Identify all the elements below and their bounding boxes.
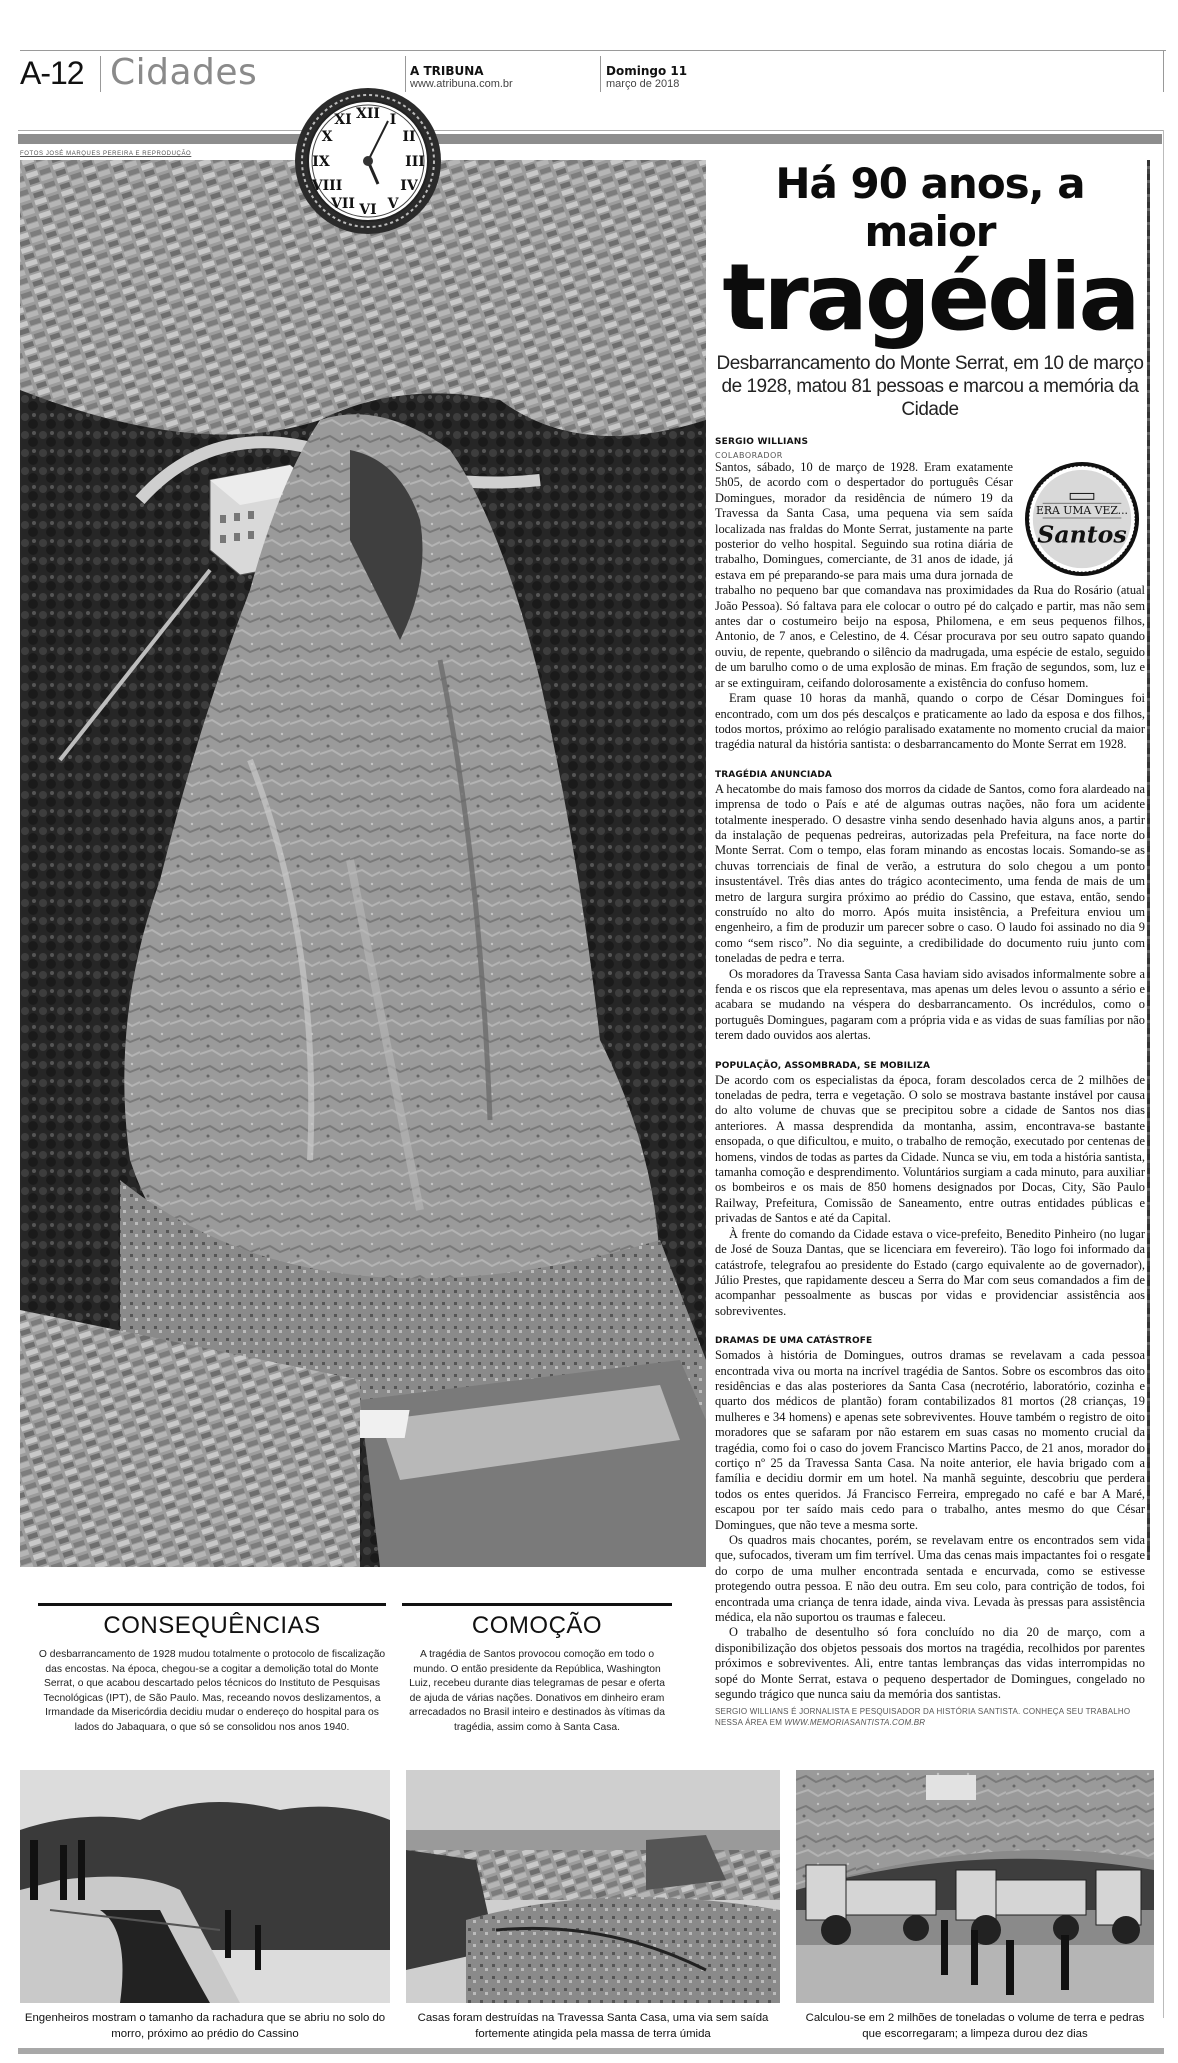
- body-paragraph: Os moradores da Travessa Santa Casa haviam sido avisados informalmente sobre a fenda e os riscos que ela representava, mas apenas um deles levou o assunto a sério e acabara se mudando na véspera do desbarrancamento. Os incrédulos, como o português Domingues, pagaram com a própria vida e as vidas de suas famílias por não terem dado ouvidos aos alertas.: [715, 966, 1145, 1043]
- frame-right-rule: [1163, 130, 1164, 2018]
- box-title: COMOÇÃO: [471, 1612, 603, 1639]
- newspaper-url[interactable]: www.atribuna.com.br: [410, 78, 513, 90]
- article-body: [715, 460, 1145, 1702]
- header-top-rule: [20, 50, 1166, 51]
- destroyed-houses-illustration: [406, 1770, 780, 2003]
- headline-line2: tragédia: [722, 244, 1138, 351]
- author-note: [715, 1706, 1145, 1728]
- photo-caption: Casas foram destruídas na Travessa Santa Casa, uma via sem saída fortemente atingida pela massa de terra úmida: [417, 2012, 769, 2040]
- box-consequencias: [38, 1603, 386, 1735]
- engineers-crack-illustration: [20, 1770, 390, 2003]
- intro-paragraph: Eram quase 10 horas da manhã, quando o corpo de César Domingues foi encontrado, com um dos pés descalços e praticamente ao lado da esposa e dos filhos, todos mortos, próximo ao relógio paralisado exatamente no momento crucial da maior tragédia natural da história santista: o desbarrancamento do Monte Serrat em 1928.: [715, 691, 1145, 752]
- author-site-link[interactable]: WWW.MEMORIASANTISTA.COM.BR: [784, 1718, 926, 1728]
- svg-text:XII: XII: [356, 106, 380, 122]
- box-rule: [402, 1603, 672, 1606]
- svg-text:VII: VII: [331, 196, 355, 212]
- box-rule: [38, 1603, 386, 1606]
- svg-text:XI: XI: [334, 112, 352, 128]
- subhead-populacao: POPULAÇÃO, ASSOMBRADA, SE MOBILIZA: [715, 1060, 931, 1071]
- body-paragraph: À frente do comando da Cidade estava o vice-prefeito, Benedito Pinheiro (no lugar de José de Souza Dantas, que se licenciara em fevereiro). Tão logo foi informado da catástrofe, telegrafou ao presidente do Estado (cargo equivalente ao de governador), Júlio Prestes, que rapidamente desceu a Serra do Mar com seus comandados a fim de acompanhar pessoalmente as buscas por vidas e providenciar assistência aos sobreviventes.: [715, 1226, 1145, 1318]
- body-paragraph: A hecatombe do mais famoso dos morros da cidade de Santos, como fora alardeado na imprensa de todo o País e até de algumas outras nações, não fora um acidente totalmente inesperado. O desastre vinha sendo desenhado havia alguns anos, a partir da instalação de pequenas pedreiras, autorizadas pela Prefeitura, na face norte do Monte Serrat. Com o tempo, elas foram minando as encostas locais. Somando-se as chuvas torrenciais de final de verão, a estrutura do solo chegou a um ponto insustentável. Três dias antes do trágico acontecimento, uma fenda de mais de um metro de largura surgira próximo ao prédio do Cassino, que estava, então, sendo construído no alto do morro. Após muita insistência, a Prefeitura enviou um engenheiro, a fim de produzir um parecer sobre o caso. O laudo foi assinado no dia 9 como “sem risco”. No dia seguinte, a credibilidade do documento ruiu junto com toneladas de pedra e terra.: [715, 781, 1145, 966]
- photo-trucks-cleanup: [796, 1770, 1154, 2003]
- box-comocao: [402, 1603, 672, 1735]
- svg-text:II: II: [402, 129, 416, 145]
- article: [715, 152, 1145, 1728]
- subhead-dramas: DRAMAS DE UMA CATÁSTROFE: [715, 1336, 873, 1347]
- svg-text:III: III: [405, 154, 425, 170]
- intro-paragraph: Santos, sábado, 10 de março de 1928. Eram exatamente 5h05, de acordo com o despertador do português César Domingues, morador da residência de número 19 da Travessa da Santa Casa, uma pequena via sem saída localizada nas fraldas do Monte Serrat, justamente na parte posterior do velho hospital. Seguindo sua rotina diária de trabalho, Domingues, comerciante, de 31 anos de idade, já estava em pé preparando-se para mais uma dura jornada de trabalho no pequeno bar que comandava nas proximidades da Rua do Rosário (atual João Pessoa). Só faltava para ele colocar o outro pé do calçado e partir, mas não sem antes dar o costumeiro beijo na esposa, Philomena, e em seus pequenos filhos, Antonio, de 7 anos, e Celestino, de 4. César procurava por seu outro sapato quando ouviu, de repente, quebrando o silêncio da madrugada, uma espécie de estalo, seguido de um barulho como o de uma explosão de minas. Em fração de segundos, som, luz e ar se extinguiram, ceifando dolorosamente a existência do confuso homem.: [715, 460, 1145, 690]
- box-text: A tragédia de Santos provocou comoção em todo o mundo. O então presidente da República, Washington Luiz, recebeu durante dias telegramas de pesar e oferta de ajuda de várias nações. Donativos em dinheiro eram arrecadados no Brasil inteiro e destinados às vítimas da tragédia, assim como à Santa Casa.: [409, 1649, 665, 1733]
- article-deck: Desbarrancamento do Monte Serrat, em 10 de março de 1928, matou 81 pessoas e marcou a memória da Cidade: [716, 353, 1144, 420]
- photo-destroyed-houses: [406, 1770, 780, 2003]
- svg-text:X: X: [321, 129, 333, 145]
- page-number: A-12: [20, 55, 84, 91]
- box-title: CONSEQUÊNCIAS: [103, 1612, 321, 1639]
- body-paragraph: O trabalho de desentulho só fora concluído no dia 20 de março, com a disponibilização dos objetos pessoais dos mortos na tragédia, recolhidos por parentes próximos e sobreviventes. Ali, entre tantas lembranças das vidas interrompidas no sopé do Monte Serrat, estava o pequeno despertador de Domingues, congelado no segundo trágico que nunca saiu da memória dos santistas.: [715, 1625, 1145, 1702]
- footer-gray-band: [18, 2048, 1164, 2054]
- frame-gray-band: [18, 134, 1162, 144]
- body-paragraph: Somados à história de Domingues, outros dramas se revelavam a cada pessoa encontrada viva ou morta na incrível tragédia de Santos. Sobre os escombros das oito residências e das alas posteriores da Santa Casa (necrotério, laboratório, cozinha e quarto dos médicos de plantão) foram contabilizados 81 mortos (28 crianças, 19 mulheres e 34 homens) e apenas sete sobreviventes. Houve também o registro de oito moradores que se safaram por não estarem em suas casas no momento crucial da tragédia, como foi o caso do jovem Francisco Martins Pacco, de 21 anos, morador do cortiço nº 25 da Travessa Santa Casa. Na noite anterior, ele havia brigado com a família e decidiu dormir em um hotel. Na manhã seguinte, descobriu que perdera todos os entes queridos. Já Francisco Ferreira, empregado no café e bar A Maré, escapou por ter saído mais cedo para o trabalho, antes mesmo do que César Domingues, que não teve a mesma sorte.: [715, 1348, 1145, 1532]
- frame-top-rule: [18, 130, 1164, 131]
- photo-engineers-crack: [20, 1770, 390, 2003]
- photo-caption: Calculou-se em 2 milhões de toneladas o volume de terra e pedras que escorregaram; a limpeza durou dez dias: [805, 2012, 1145, 2040]
- column-rule: [1147, 160, 1150, 1560]
- issue-month-year: março de 2018: [606, 78, 680, 90]
- author-role: COLABORADOR: [715, 451, 783, 460]
- svg-text:V: V: [387, 196, 399, 212]
- svg-text:VI: VI: [359, 202, 377, 218]
- badge-line2: Santos: [1037, 520, 1127, 549]
- author-note-text: SERGIO WILLIANS É JORNALISTA E PESQUISADOR DA HISTÓRIA SANTISTA. CONHEÇA SEU TRABALHO NESSA ÁREA EM: [715, 1707, 1131, 1728]
- aerial-landslide-illustration: [20, 160, 706, 1567]
- trucks-cleanup-illustration: [796, 1770, 1154, 2003]
- antique-clock-icon: [293, 86, 443, 236]
- photo-caption: Engenheiros mostram o tamanho da rachadura que se abriu no solo do morro, próximo ao prédio do Cassino: [24, 2012, 386, 2040]
- section-title: Cidades: [110, 52, 258, 93]
- photo-credit: FOTOS JOSÉ MARQUES PEREIRA E REPRODUÇÃO: [20, 151, 192, 157]
- header-divider: [100, 56, 101, 92]
- header-divider: [1163, 50, 1164, 92]
- badge-line1: ERA UMA VEZ...: [1036, 504, 1128, 518]
- body-paragraph: De acordo com os especialistas da época, foram descolados cerca de 2 milhões de toneladas de pedra, terra e vegetação. O solo se mostrava bastante instável por causa do alto volume de chuvas que se precipitou sobre a cidade de Santos nos dias anteriores. A massa desprendida da montanha, assim, encontrava-se bastante ensopada, o que dificultou, e muito, o trabalho de remoção, executado por centenas de homens, vindos de todas as partes da Cidade. Nunca se viu, em toda a história santista, tamanha comoção e desprendimento. Voluntários surgiam a cada minuto, para auxiliar os bombeiros e os mais de 850 homens designados por Docas, City, São Paulo Railway, Prefeitura, Comissão de Saneamento, entre outras entidades públicas e privadas de Santos e até da Capital.: [715, 1072, 1145, 1226]
- svg-text:IV: IV: [400, 178, 418, 194]
- header-divider: [600, 56, 601, 92]
- newspaper-brand: A TRIBUNA: [410, 64, 484, 78]
- svg-text:VIII: VIII: [311, 178, 343, 194]
- headline-line1: Há 90 anos, a maior: [775, 159, 1085, 256]
- subhead-tragedia-anunciada: TRAGÉDIA ANUNCIADA: [715, 769, 832, 780]
- body-paragraph: Os quadros mais chocantes, porém, se revelavam entre os encontrados sem vida que, sufocados, tiveram um fim terrível. Uma das cenas mais impactantes foi o resgate do corpo de uma mulher encontrada sentada e encurvada, como se estivesse protegendo outra pessoa. E não deu outra. Em seu colo, para contrição de todos, foi encontrada uma criança de tenra idade, ainda viva. Levada às pressas para assistência médica, ela não suportou os traumas e faleceu.: [715, 1533, 1145, 1625]
- issue-day: Domingo 11: [606, 64, 688, 78]
- svg-text:IX: IX: [312, 154, 330, 170]
- era-uma-vez-santos-badge: [1023, 460, 1141, 578]
- svg-text:I: I: [389, 112, 397, 128]
- main-photo-landslide: [20, 160, 706, 1567]
- author-byline: SERGIO WILLIANS: [715, 437, 809, 447]
- box-text: O desbarrancamento de 1928 mudou totalmente o protocolo de fiscalização das encostas. Na época, chegou-se a cogitar a demolição total do Monte Serrat, o que acabou descartado pelos técnicos do Instituto de Pesquisas Tecnológicas (IPT), de São Paulo. Mas, receando novos deslizamentos, a Irmandade da Misericórdia decidiu mudar o endereço do hospital para os lados do Jabaquara, o que só se consolidou nos anos 1940.: [38, 1649, 386, 1733]
